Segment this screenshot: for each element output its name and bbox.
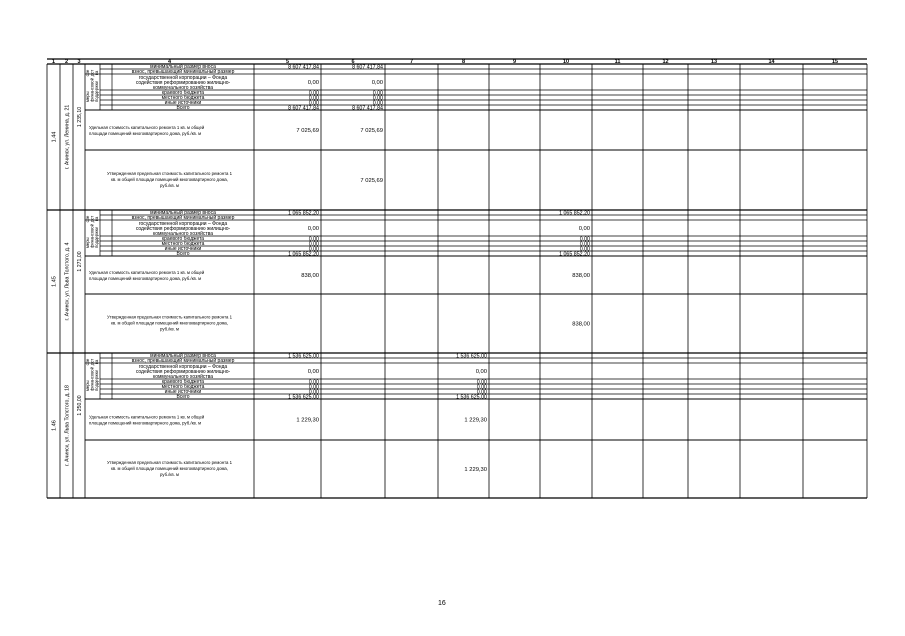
row-label-fund: государственной корпорации – Фонда [138,75,228,81]
value-local-col10: 0,00 [579,241,590,248]
value-fund-col10: 0,00 [578,226,590,232]
value-other-col5: 0,00 [308,100,319,107]
value-min_contribution-col6: 8 607 417,84 [352,64,383,71]
support-measures-label: меры [85,91,90,102]
page-number: 16 [438,600,446,607]
value-fund-col8: 0,00 [475,369,487,375]
row-label-approved-cost: кв. м общей площади помещений многоквартирного дома, [110,177,229,182]
value-min_contribution-col5: 1 536 625,00 [288,353,319,360]
value-specific_cost-col5: 838,00 [301,273,319,279]
row-label-total: Всего [176,251,190,258]
support-measures-label: поддержки [94,80,99,102]
row-label-total: Всего [176,105,190,112]
support-measures-label: меры [85,237,90,248]
value-regional-col10: 0,00 [579,236,590,243]
row-label-local: местного бюджета [161,384,205,391]
value-fund-col5: 0,00 [307,369,319,375]
value-approved_cost-col6: 7 025,69 [360,178,383,184]
block-number: 1.46 [51,420,58,431]
value-specific_cost-col5: 7 025,69 [296,128,319,134]
row-label-fund: коммунального хозяйства [152,374,214,380]
row-label-fund: содействия реформированию жилищно- [135,80,231,86]
funds-owners-label: сре [85,215,90,223]
funds-owners-label: ва [94,70,99,76]
value-specific_cost-col8: 1 229,30 [464,417,487,424]
row-label-approved-cost: Утвержденная предельная стоимость капитального ремонта 1 [106,171,233,176]
funds-owners-label: ва [94,216,99,222]
value-regional-col5: 0,00 [308,379,319,386]
header-cell-3: 3 [77,59,81,65]
funds-owners-label: дст [89,358,95,366]
header-cell-12: 12 [662,59,669,65]
header-cell-13: 13 [710,59,718,65]
row-label-fund: коммунального хозяйства [152,85,214,91]
support-measures-label: поддержки [94,369,99,391]
value-local-col5: 0,00 [308,241,319,248]
row-label-approved-cost: руб./кв. м [160,472,179,477]
row-label-other: иные источники [164,246,202,253]
value-fund-col5: 0,00 [307,226,319,232]
value-total-col6: 8 607 417,84 [352,105,383,112]
value-regional-col8: 0,00 [476,379,487,386]
block-number: 1.45 [51,276,58,287]
value-specific_cost-col10: 838,00 [572,273,590,279]
row-label-regional: краевого бюджета [161,236,205,243]
value-total-col10: 1 065 852,20 [559,251,590,258]
value-min_contribution-col10: 1 065 852,20 [559,210,590,217]
header-cell-10: 10 [562,59,570,65]
block-address: г. Ачинск, ул. Льва Толстого, д. 18 [64,385,71,466]
row-label-local: местного бюджета [161,95,205,102]
value-regional-col5: 0,00 [308,236,319,243]
value-specific_cost-col6: 7 025,69 [360,128,383,134]
value-fund-col6: 0,00 [371,80,383,86]
value-total-col5: 1 536 625,00 [288,394,319,401]
value-regional-col5: 0,00 [308,90,319,97]
block-number: 1.44 [51,131,58,143]
row-label-min: минимальный размер вноса [150,353,216,360]
header-cell-9: 9 [512,59,517,65]
row-label-regional: краевого бюджета [161,379,205,386]
block-address: г. Ачинск, ул. Льва Толстого, д. 4 [64,242,71,321]
row-label-specific-cost: Удельная стоимость капитального ремонта 1 кв. м общей [89,125,205,130]
value-min_contribution-col8: 1 536 625,00 [456,353,487,360]
block-area: 1 250,00 [77,395,83,416]
value-fund-col5: 0,00 [307,80,319,86]
row-label-approved-cost: руб./кв. м [160,326,179,332]
row-label-approved-cost: Утвержденная предельная стоимость капитального ремонта 1 [106,314,233,320]
value-local-col6: 0,00 [372,95,383,102]
header-cell-14: 14 [768,59,775,65]
row-label-specific-cost: площади помещений многоквартирного дома, руб./кв. м [89,131,202,136]
support-measures-label: меры [85,380,90,391]
header-cell-2: 2 [64,59,69,65]
value-min_contribution-col5: 1 065 852,20 [288,210,319,217]
funds-owners-label: дст [89,215,95,223]
row-label-approved-cost: руб./кв. м [160,183,179,188]
row-label-fund: содействия реформированию жилищно- [135,369,231,375]
row-label-over-min: взнос, превышающий минимальный размер [131,215,235,222]
row-label-fund: государственной корпорации – Фонда [138,364,228,370]
header-cell-5: 5 [285,59,290,65]
header-cell-4: 4 [167,59,172,65]
header-cell-6: 6 [351,59,355,65]
row-label-fund: содействия реформированию жилищно- [135,226,231,232]
value-specific_cost-col5: 1 229,30 [296,417,319,424]
block-address: г. Ачинск, ул. Ленина, д. 21 [64,104,71,170]
row-label-over-min: взнос, превышающий минимальный размер [131,358,235,365]
row-label-other: иные источники [164,389,202,396]
row-label-specific-cost: площади помещений многоквартирного дома, руб./кв. м [89,420,202,426]
row-label-approved-cost: Утвержденная предельная стоимость капитального ремонта 1 [106,460,233,465]
value-other-col5: 0,00 [308,389,319,396]
row-label-specific-cost: Удельная стоимость капитального ремонта 1 кв. м общей [89,414,205,420]
value-min_contribution-col5: 8 607 417,84 [288,64,319,71]
value-approved_cost-col10: 838,00 [572,321,590,328]
support-measures-label: поддержки [94,226,99,248]
value-total-col8: 1 536 625,00 [456,394,487,401]
value-regional-col6: 0,00 [372,90,383,97]
support-measures-label: финансовой [89,223,95,248]
row-label-over-min: взнос, превышающий минимальный размер [131,69,235,76]
funds-owners-label: ва [94,359,99,365]
header-cell-7: 7 [409,59,414,65]
header-cell-11: 11 [614,59,621,65]
value-other-col6: 0,00 [372,100,383,107]
value-approved_cost-col8: 1 229,30 [464,467,487,473]
support-measures-label: финансовой [89,77,95,102]
value-local-col5: 0,00 [308,95,319,102]
value-local-col8: 0,00 [476,384,487,391]
header-cell-1: 1 [51,59,56,65]
row-label-min: минимальный размер вноса [150,210,216,217]
value-other-col5: 0,00 [308,246,319,253]
value-total-col5: 1 065 852,20 [288,251,319,258]
row-label-regional: краевого бюджета [161,90,205,97]
value-other-col10: 0,00 [579,246,590,253]
row-label-specific-cost: площади помещений многоквартирного дома, руб./кв. м [89,276,202,281]
funds-owners-label: сре [85,69,90,77]
block-area: 1 235,10 [77,106,83,128]
row-label-other: иные источники [164,100,202,107]
block-area: 1 271,00 [77,251,83,272]
value-local-col5: 0,00 [308,384,319,391]
support-measures-label: финансовой [89,366,95,391]
header-cell-15: 15 [831,59,839,65]
value-total-col5: 8 607 417,84 [288,105,319,112]
funds-owners-label: сре [85,358,90,366]
header-cell-8: 8 [461,59,466,65]
row-label-local: местного бюджета [161,241,205,248]
funds-owners-label: дст [89,69,95,77]
row-label-approved-cost: кв. м общей площади помещений многоквартирного дома, [110,466,229,471]
row-label-fund: государственной корпорации – Фонда [138,221,228,227]
row-label-min: минимальный размер вноса [150,64,216,71]
row-label-fund: коммунального хозяйства [152,231,214,237]
value-other-col8: 0,00 [476,389,487,396]
row-label-specific-cost: Удельная стоимость капитального ремонта 1 кв. м общей [89,270,205,275]
row-label-total: Всего [176,394,190,401]
row-label-approved-cost: кв. м общей площади помещений многоквартирного дома, [110,320,229,326]
